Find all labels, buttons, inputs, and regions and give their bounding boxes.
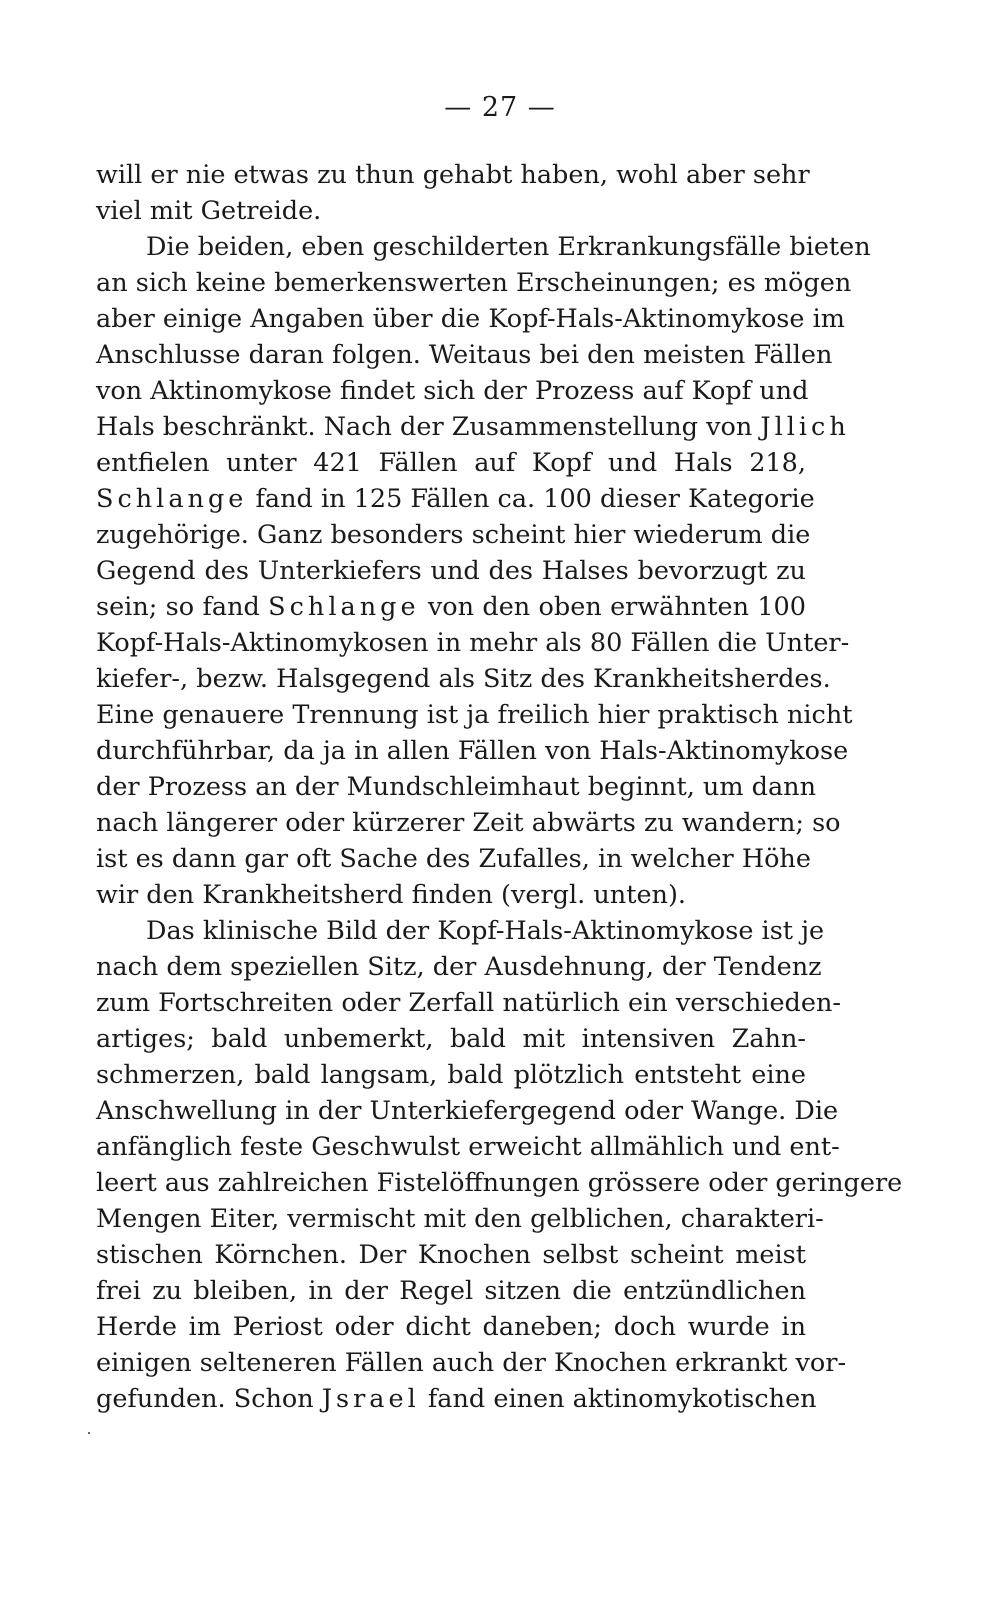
text-run: Anschwellung in der Unterkiefergegend oder Wange. Die	[96, 1096, 839, 1126]
text-run: anfänglich feste Geschwulst erweicht allmählich und ent-	[96, 1132, 840, 1162]
text-run: viel mit Getreide.	[96, 196, 322, 226]
text-run: einigen selteneren Fällen auch der Knochen erkrankt vor-	[96, 1348, 847, 1378]
text-line	[96, 373, 809, 409]
text-line	[96, 1201, 824, 1237]
text-line	[96, 841, 811, 877]
text-run: an sich keine bemerkenswerten Erscheinungen; es mögen	[96, 268, 852, 298]
text-line	[96, 1165, 903, 1201]
text-line	[96, 1237, 806, 1273]
text-run: will er nie etwas zu thun gehabt haben, wohl aber sehr	[96, 160, 810, 190]
text-run: fand einen aktinomykotischen	[419, 1384, 817, 1414]
text-line	[96, 1021, 806, 1057]
text-line	[96, 1093, 839, 1129]
text-line	[96, 517, 811, 553]
text-line	[96, 1381, 817, 1417]
text-run: Anschlusse daran folgen. Weitaus bei den meisten Fällen	[96, 340, 833, 370]
text-line	[96, 733, 849, 769]
text-line	[96, 661, 831, 697]
text-run: entfielen unter 421 Fällen auf Kopf und Hals 218,	[96, 448, 806, 478]
page-speck	[88, 1432, 90, 1434]
text-run: sein; so fand	[96, 592, 269, 622]
text-run: der Prozess an der Mundschleimhaut beginnt, um dann	[96, 772, 816, 802]
text-line	[96, 481, 815, 517]
text-run: fand in 125 Fällen ca. 100 dieser Kategorie	[247, 484, 815, 514]
text-line	[96, 409, 850, 445]
text-run: zum Fortschreiten oder Zerfall natürlich ein verschieden-	[96, 988, 842, 1018]
text-run: kiefer-, bezw. Halsgegend als Sitz des Krankheitsherdes.	[96, 664, 831, 694]
text-run: aber einige Angaben über die Kopf-Hals-Aktinomykose im	[96, 304, 845, 334]
text-line	[96, 157, 810, 193]
text-run: von Aktinomykose findet sich der Prozess auf Kopf und	[96, 376, 809, 406]
text-line	[96, 553, 806, 589]
author-name-spaced: Jllich	[760, 412, 850, 442]
text-line	[96, 769, 816, 805]
author-name-spaced: Schlange	[96, 484, 248, 514]
text-line	[96, 877, 806, 913]
text-line	[96, 1057, 806, 1093]
text-run: stischen Körnchen. Der Knochen selbst scheint meist	[96, 1240, 806, 1270]
author-name-spaced: Schlange	[268, 592, 420, 622]
text-line	[96, 1345, 847, 1381]
text-line	[96, 445, 806, 481]
text-run: von den oben erwähnten 100	[419, 592, 806, 622]
text-line	[96, 913, 825, 949]
text-run: schmerzen, bald langsam, bald plötzlich entsteht eine	[96, 1060, 806, 1090]
text-run: Gegend des Unterkiefers und des Halses bevorzugt zu	[96, 556, 806, 586]
text-run: leert aus zahlreichen Fistelöffnungen grössere oder geringere	[96, 1168, 903, 1198]
text-run: Eine genauere Trennung ist ja freilich hier praktisch nicht	[96, 700, 853, 730]
text-run: artiges; bald unbemerkt, bald mit intensiven Zahn-	[96, 1024, 806, 1054]
text-line	[96, 1309, 806, 1345]
text-run: durchführbar, da ja in allen Fällen von Hals-Aktinomykose	[96, 736, 849, 766]
text-run: Kopf-Hals-Aktinomykosen in mehr als 80 Fällen die Unter-	[96, 628, 850, 658]
text-run: gefunden. Schon	[96, 1384, 322, 1414]
page-number: — 27 —	[444, 92, 556, 123]
author-name-spaced: Jsrael	[321, 1384, 420, 1414]
text-run: wir den Krankheitsherd finden (vergl. unten).	[96, 880, 687, 910]
text-run: frei zu bleiben, in der Regel sitzen die entzündlichen	[96, 1276, 806, 1306]
text-run: Hals beschränkt. Nach der Zusammenstellung von	[96, 412, 761, 442]
text-line	[96, 1129, 840, 1165]
text-line	[96, 1273, 806, 1309]
text-run: nach längerer oder kürzerer Zeit abwärts zu wandern; so	[96, 808, 841, 838]
text-run: Das klinische Bild der Kopf-Hals-Aktinomykose ist je	[146, 916, 825, 946]
text-line	[96, 985, 842, 1021]
text-line	[96, 697, 853, 733]
text-line	[96, 229, 871, 265]
text-run: Die beiden, eben geschilderten Erkrankungsfälle bieten	[146, 232, 871, 262]
text-run: Mengen Eiter, vermischt mit den gelblichen, charakteri-	[96, 1204, 824, 1234]
body-text	[96, 157, 903, 1417]
text-line	[96, 301, 845, 337]
text-line	[96, 625, 850, 661]
text-line	[96, 589, 806, 625]
text-run: ist es dann gar oft Sache des Zufalles, in welcher Höhe	[96, 844, 811, 874]
text-run: nach dem speziellen Sitz, der Ausdehnung, der Tendenz	[96, 952, 822, 982]
text-run: Herde im Periost oder dicht daneben; doch wurde in	[96, 1312, 806, 1342]
text-line	[96, 193, 806, 229]
text-line	[96, 337, 833, 373]
text-line	[96, 949, 822, 985]
text-run: zugehörige. Ganz besonders scheint hier wiederum die	[96, 520, 811, 550]
text-line	[96, 805, 841, 841]
text-line	[96, 265, 852, 301]
